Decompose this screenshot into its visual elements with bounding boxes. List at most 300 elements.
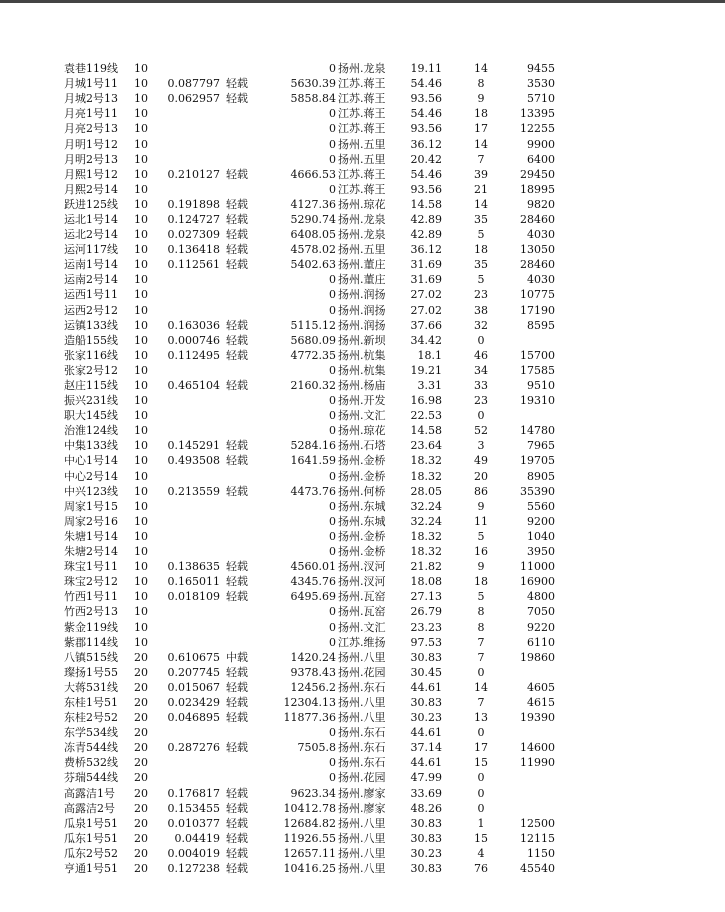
count-cell: 33	[474, 379, 488, 393]
load-type-cell	[220, 725, 268, 740]
voltage-cell: 10	[134, 439, 148, 453]
line-name-cell: 大蒋531线	[64, 680, 118, 694]
total-cell: 15700	[520, 348, 555, 362]
capacity-cell: 12456.2	[290, 680, 336, 694]
capacity-cell: 1420.24	[290, 650, 336, 664]
load-ratio-cell	[148, 152, 220, 167]
total-cell	[520, 786, 555, 801]
voltage-cell: 10	[134, 303, 148, 317]
voltage-cell: 20	[134, 816, 148, 830]
total-cell: 12115	[520, 831, 555, 845]
count-cell: 14	[474, 197, 488, 211]
count-cell: 7	[477, 650, 485, 664]
substation-cell: 江苏.蒋王	[338, 167, 386, 181]
total-cell: 8595	[527, 318, 555, 332]
load-ratio-cell	[148, 408, 220, 423]
load-ratio-cell	[148, 770, 220, 785]
load-ratio-cell	[148, 544, 220, 559]
table-row	[0, 272, 555, 287]
table-row	[0, 257, 555, 272]
distance-cell: 30.45	[410, 665, 442, 679]
table-row	[0, 604, 555, 619]
count-cell: 0	[477, 801, 485, 815]
distance-cell: 47.99	[410, 771, 442, 785]
voltage-cell: 20	[134, 756, 148, 770]
voltage-cell: 20	[134, 665, 148, 679]
line-name-cell: 造船155线	[64, 333, 118, 347]
substation-cell: 扬州.金桥	[338, 545, 386, 559]
load-ratio-cell: 0.287276	[167, 741, 220, 755]
distance-cell: 19.21	[410, 363, 442, 377]
voltage-cell: 10	[134, 424, 148, 438]
load-ratio-cell: 0.010377	[167, 816, 220, 830]
distance-cell: 23.23	[410, 620, 442, 634]
total-cell: 19310	[520, 394, 555, 408]
distance-cell: 36.12	[410, 137, 442, 151]
substation-cell: 扬州.董庄	[338, 273, 386, 287]
substation-cell: 江苏.维扬	[338, 635, 386, 649]
line-name-cell: 竹西1号11	[64, 590, 118, 604]
table-row	[0, 363, 555, 378]
total-cell: 4800	[527, 590, 555, 604]
table-row	[0, 167, 555, 182]
count-cell: 14	[474, 62, 488, 76]
distance-cell: 32.24	[410, 499, 442, 513]
line-name-cell: 珠宝1号11	[64, 560, 118, 574]
distance-cell: 31.69	[410, 273, 442, 287]
capacity-cell: 4345.76	[290, 575, 336, 589]
table-row	[0, 665, 555, 680]
load-ratio-cell: 0.145291	[167, 439, 220, 453]
total-cell: 6400	[527, 152, 555, 166]
voltage-cell: 10	[134, 499, 148, 513]
distance-cell: 30.23	[410, 846, 442, 860]
distance-cell: 31.69	[410, 258, 442, 272]
count-cell: 14	[474, 137, 488, 151]
line-name-cell: 周家2号16	[64, 514, 118, 528]
total-cell: 28460	[520, 258, 555, 272]
voltage-cell: 20	[134, 650, 148, 664]
table-row	[0, 303, 555, 318]
distance-cell: 30.83	[410, 816, 442, 830]
voltage-cell: 10	[134, 62, 148, 76]
total-cell: 13050	[520, 243, 555, 257]
voltage-cell: 10	[134, 152, 148, 166]
distance-cell: 54.46	[410, 77, 442, 91]
load-type-cell: 轻载	[226, 816, 248, 830]
capacity-cell: 4473.76	[290, 484, 336, 498]
substation-cell: 扬州.杭集	[338, 348, 386, 362]
total-cell: 9900	[527, 137, 555, 151]
distance-cell: 97.53	[410, 635, 442, 649]
load-type-cell: 轻载	[226, 243, 248, 257]
voltage-cell: 10	[134, 137, 148, 151]
total-cell: 14780	[520, 424, 555, 438]
table-row	[0, 242, 555, 257]
table-row	[0, 423, 555, 438]
capacity-cell: 0	[329, 771, 336, 785]
substation-cell: 扬州.润扬	[338, 303, 386, 317]
capacity-cell: 4666.53	[290, 167, 336, 181]
count-cell: 0	[477, 771, 485, 785]
line-name-cell: 运南1号14	[64, 258, 118, 272]
line-name-cell: 中心1号14	[64, 454, 118, 468]
substation-cell: 江苏.蒋王	[338, 122, 386, 136]
table-row	[0, 786, 555, 801]
line-name-cell: 竹西2号13	[64, 605, 118, 619]
line-name-cell: 治淮124线	[64, 424, 118, 438]
substation-cell: 扬州.八里	[338, 695, 386, 709]
load-ratio-cell: 0.207745	[167, 665, 220, 679]
total-cell: 11000	[520, 560, 555, 574]
voltage-cell: 10	[134, 273, 148, 287]
line-name-cell: 张家2号12	[64, 363, 118, 377]
substation-cell: 扬州.瓦窑	[338, 590, 386, 604]
distance-cell: 18.1	[417, 348, 442, 362]
substation-cell: 扬州.杨庙	[338, 379, 386, 393]
load-ratio-cell	[148, 393, 220, 408]
capacity-cell: 0	[329, 152, 336, 166]
total-cell: 12255	[520, 122, 555, 136]
count-cell: 8	[477, 620, 485, 634]
substation-cell: 扬州.润扬	[338, 318, 386, 332]
table-row	[0, 559, 555, 574]
voltage-cell: 10	[134, 620, 148, 634]
capacity-cell: 0	[329, 394, 336, 408]
capacity-cell: 0	[329, 137, 336, 151]
capacity-cell: 11877.36	[283, 711, 336, 725]
load-type-cell	[220, 544, 268, 559]
load-ratio-cell: 0.04419	[174, 831, 220, 845]
total-cell	[520, 770, 555, 785]
table-row	[0, 499, 555, 514]
count-cell: 49	[474, 454, 488, 468]
distance-cell: 44.61	[410, 726, 442, 740]
load-type-cell: 轻载	[226, 831, 248, 845]
count-cell: 86	[474, 484, 488, 498]
table-row	[0, 438, 555, 453]
line-name-cell: 运南2号14	[64, 273, 118, 287]
capacity-cell: 0	[329, 605, 336, 619]
table-row	[0, 378, 555, 393]
total-cell	[520, 725, 555, 740]
count-cell: 32	[474, 318, 488, 332]
count-cell: 7	[477, 152, 485, 166]
table-row	[0, 816, 555, 831]
count-cell: 34	[474, 363, 488, 377]
load-ratio-cell	[148, 499, 220, 514]
load-type-cell: 轻载	[226, 333, 248, 347]
line-name-cell: 高露洁1号	[64, 786, 115, 800]
count-cell: 46	[474, 348, 488, 362]
capacity-cell: 10412.78	[283, 801, 336, 815]
total-cell: 18995	[520, 182, 555, 196]
substation-cell: 扬州.东石	[338, 741, 386, 755]
total-cell: 5560	[527, 499, 555, 513]
total-cell: 17190	[520, 303, 555, 317]
substation-cell: 扬州.东石	[338, 726, 386, 740]
load-ratio-cell: 0.000746	[167, 333, 220, 347]
capacity-cell: 12657.11	[283, 846, 336, 860]
load-type-cell	[220, 770, 268, 785]
line-name-cell: 东桂2号52	[64, 711, 118, 725]
voltage-cell: 10	[134, 575, 148, 589]
substation-cell: 江苏.蒋王	[338, 92, 386, 106]
table-row	[0, 61, 555, 76]
substation-cell: 扬州.汊河	[338, 575, 386, 589]
load-ratio-cell: 0.004019	[167, 846, 220, 860]
table-row	[0, 227, 555, 242]
distance-cell: 23.64	[410, 439, 442, 453]
distance-cell: 93.56	[410, 182, 442, 196]
line-name-cell: 职大145线	[64, 409, 118, 423]
load-type-cell: 轻载	[226, 258, 248, 272]
distance-cell: 18.32	[410, 545, 442, 559]
load-type-cell	[220, 136, 268, 151]
load-type-cell	[220, 272, 268, 287]
total-cell: 12500	[520, 816, 555, 830]
voltage-cell: 20	[134, 862, 148, 876]
table-row	[0, 182, 555, 197]
substation-cell: 扬州.廖家	[338, 801, 386, 815]
total-cell: 4030	[527, 273, 555, 287]
capacity-cell: 9623.34	[290, 786, 336, 800]
capacity-cell: 4560.01	[290, 560, 336, 574]
total-cell: 9200	[527, 514, 555, 528]
count-cell: 18	[474, 107, 488, 121]
load-type-cell	[220, 287, 268, 302]
line-name-cell: 东桂1号51	[64, 695, 118, 709]
substation-cell: 江苏.蒋王	[338, 77, 386, 91]
voltage-cell: 20	[134, 711, 148, 725]
line-name-cell: 中集133线	[64, 439, 118, 453]
total-cell: 8905	[527, 469, 555, 483]
count-cell: 16	[474, 545, 488, 559]
load-ratio-cell: 0.112561	[167, 258, 220, 272]
load-ratio-cell: 0.136418	[167, 243, 220, 257]
distance-cell: 93.56	[410, 122, 442, 136]
load-type-cell: 轻载	[226, 318, 248, 332]
load-type-cell	[220, 529, 268, 544]
table-row	[0, 589, 555, 604]
line-name-cell: 瓜泉1号51	[64, 816, 118, 830]
voltage-cell: 20	[134, 741, 148, 755]
load-type-cell	[220, 469, 268, 484]
substation-cell: 扬州.文汇	[338, 409, 386, 423]
line-name-cell: 张家116线	[64, 348, 118, 362]
distance-cell: 26.79	[410, 605, 442, 619]
table-row	[0, 121, 555, 136]
total-cell: 29450	[520, 167, 555, 181]
load-type-cell: 轻载	[226, 801, 248, 815]
substation-cell: 江苏.蒋王	[338, 107, 386, 121]
load-ratio-cell	[148, 136, 220, 151]
table-row	[0, 136, 555, 151]
capacity-cell: 5630.39	[290, 77, 336, 91]
load-ratio-cell	[148, 363, 220, 378]
capacity-cell: 0	[329, 62, 336, 76]
table-row	[0, 544, 555, 559]
table-row	[0, 484, 555, 499]
capacity-cell: 10416.25	[283, 862, 336, 876]
capacity-cell: 0	[329, 288, 336, 302]
count-cell: 15	[474, 831, 488, 845]
voltage-cell: 10	[134, 77, 148, 91]
load-ratio-cell: 0.465104	[167, 379, 220, 393]
line-name-cell: 高露洁2号	[64, 801, 115, 815]
count-cell: 5	[477, 228, 485, 242]
table-row	[0, 393, 555, 408]
line-name-cell: 袁巷119线	[64, 62, 118, 76]
distance-cell: 30.23	[410, 711, 442, 725]
capacity-cell: 0	[329, 424, 336, 438]
load-ratio-cell	[148, 725, 220, 740]
count-cell: 38	[474, 303, 488, 317]
voltage-cell: 10	[134, 288, 148, 302]
substation-cell: 扬州.八里	[338, 862, 386, 876]
voltage-cell: 10	[134, 560, 148, 574]
load-ratio-cell: 0.176817	[167, 786, 220, 800]
line-name-cell: 中兴123线	[64, 484, 118, 498]
total-cell: 28460	[520, 212, 555, 226]
voltage-cell: 10	[134, 529, 148, 543]
table-row	[0, 635, 555, 650]
table-row	[0, 287, 555, 302]
load-type-cell	[220, 393, 268, 408]
distance-cell: 27.02	[410, 303, 442, 317]
load-type-cell	[220, 106, 268, 121]
count-cell: 8	[477, 605, 485, 619]
table-row	[0, 152, 555, 167]
substation-cell: 扬州.汊河	[338, 560, 386, 574]
substation-cell: 扬州.瓦窑	[338, 605, 386, 619]
count-cell: 9	[477, 560, 485, 574]
load-type-cell: 轻载	[226, 862, 248, 876]
table-row	[0, 514, 555, 529]
distance-cell: 21.82	[410, 560, 442, 574]
load-type-cell	[220, 303, 268, 318]
distance-cell: 18.32	[410, 529, 442, 543]
total-cell: 35390	[520, 484, 555, 498]
voltage-cell: 20	[134, 786, 148, 800]
load-ratio-cell: 0.046895	[167, 711, 220, 725]
distance-cell: 30.83	[410, 831, 442, 845]
capacity-cell: 6495.69	[290, 590, 336, 604]
count-cell: 7	[477, 695, 485, 709]
load-type-cell: 轻载	[226, 786, 248, 800]
load-type-cell	[220, 755, 268, 770]
distance-cell: 18.08	[410, 575, 442, 589]
table-row	[0, 846, 555, 861]
line-name-cell: 赵庄115线	[64, 379, 118, 393]
capacity-cell: 4772.35	[290, 348, 336, 362]
voltage-cell: 20	[134, 831, 148, 845]
count-cell: 0	[477, 409, 485, 423]
table-row	[0, 318, 555, 333]
load-type-cell	[220, 363, 268, 378]
substation-cell: 扬州.八里	[338, 650, 386, 664]
load-ratio-cell	[148, 469, 220, 484]
table-row	[0, 106, 555, 121]
substation-cell: 扬州.廖家	[338, 786, 386, 800]
substation-cell: 扬州.花园	[338, 665, 386, 679]
load-type-cell: 轻载	[226, 348, 248, 362]
voltage-cell: 10	[134, 454, 148, 468]
total-cell: 1040	[527, 529, 555, 543]
line-name-cell: 朱塘2号14	[64, 545, 118, 559]
load-type-cell: 轻载	[226, 439, 248, 453]
line-name-cell: 运北2号14	[64, 228, 118, 242]
load-type-cell	[220, 408, 268, 423]
total-cell: 9455	[527, 62, 555, 76]
distance-cell: 19.11	[410, 62, 442, 76]
total-cell: 16900	[520, 575, 555, 589]
distance-cell: 16.98	[410, 394, 442, 408]
voltage-cell: 10	[134, 228, 148, 242]
substation-cell: 扬州.文汇	[338, 620, 386, 634]
line-name-cell: 月城1号11	[64, 77, 118, 91]
load-type-cell: 轻载	[226, 167, 248, 181]
substation-cell: 扬州.东石	[338, 680, 386, 694]
load-type-cell	[220, 499, 268, 514]
capacity-cell: 0	[329, 726, 336, 740]
load-ratio-cell: 0.027309	[167, 228, 220, 242]
load-type-cell	[220, 514, 268, 529]
load-ratio-cell	[148, 61, 220, 76]
table-row	[0, 831, 555, 846]
count-cell: 5	[477, 590, 485, 604]
voltage-cell: 10	[134, 258, 148, 272]
load-type-cell: 轻载	[226, 575, 248, 589]
table-row	[0, 333, 555, 348]
voltage-cell: 10	[134, 212, 148, 226]
total-cell: 7050	[527, 605, 555, 619]
capacity-cell: 5402.63	[290, 258, 336, 272]
load-ratio-cell: 0.163036	[167, 318, 220, 332]
load-ratio-cell	[148, 423, 220, 438]
total-cell: 3950	[527, 545, 555, 559]
capacity-cell: 5858.84	[290, 92, 336, 106]
distance-cell: 18.32	[410, 454, 442, 468]
substation-cell: 扬州.八里	[338, 711, 386, 725]
table-row	[0, 770, 555, 785]
line-name-cell: 运西1号11	[64, 288, 118, 302]
voltage-cell: 10	[134, 167, 148, 181]
count-cell: 76	[474, 862, 488, 876]
line-name-cell: 中心2号14	[64, 469, 118, 483]
load-ratio-cell: 0.087797	[167, 77, 220, 91]
total-cell: 19390	[520, 711, 555, 725]
line-name-cell: 月城2号13	[64, 92, 118, 106]
load-type-cell: 轻载	[226, 711, 248, 725]
table-row	[0, 650, 555, 665]
substation-cell: 扬州.龙泉	[338, 228, 386, 242]
total-cell: 6110	[527, 635, 555, 649]
capacity-cell: 0	[329, 107, 336, 121]
substation-cell: 扬州.董庄	[338, 258, 386, 272]
substation-cell: 扬州.琼花	[338, 424, 386, 438]
capacity-cell: 0	[329, 273, 336, 287]
total-cell	[520, 801, 555, 816]
load-type-cell: 中载	[226, 650, 248, 664]
count-cell: 9	[477, 92, 485, 106]
distance-cell: 20.42	[410, 152, 442, 166]
count-cell: 3	[477, 439, 485, 453]
total-cell: 9510	[527, 379, 555, 393]
substation-cell: 扬州.东石	[338, 756, 386, 770]
count-cell: 7	[477, 635, 485, 649]
distance-cell: 37.14	[410, 741, 442, 755]
